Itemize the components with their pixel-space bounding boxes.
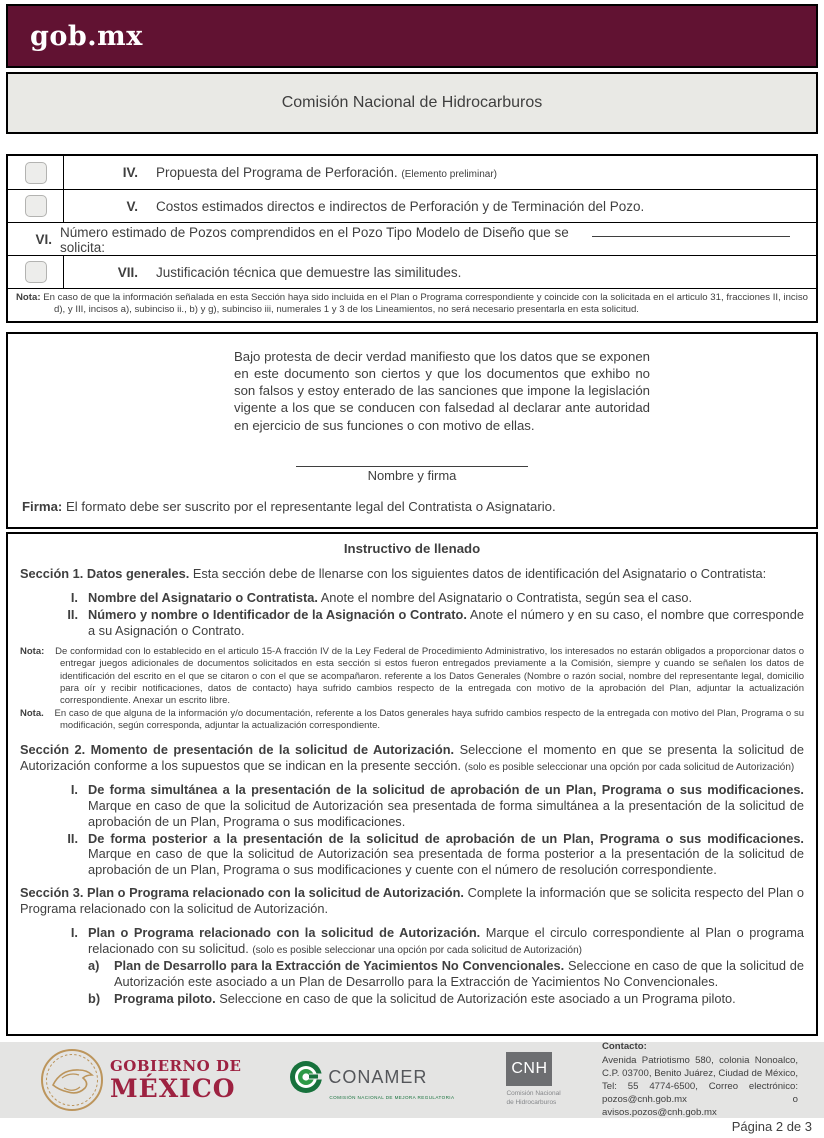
footnote	[20, 646, 804, 708]
table-row-v	[8, 189, 816, 222]
conamer-tagline: COMISIÓN NACIONAL DE MEJORA REGULATORIA	[329, 1095, 455, 1100]
cnh-logo	[506, 1052, 560, 1108]
row-numeral: VII.	[117, 264, 138, 280]
item-lead: De forma posterior a la presentación de la solicitud de aprobación de un Plan, Programa o sus modificaciones.	[88, 830, 804, 846]
list-item	[54, 782, 804, 830]
table-row-vii	[8, 255, 816, 288]
note-label: Nota.	[20, 707, 44, 719]
cnh-subtitle	[506, 1090, 560, 1108]
section1-lead: Sección 1. Datos generales.	[20, 566, 190, 582]
section2-small: (solo es posible seleccionar una opción por cada solicitud de Autorización)	[464, 761, 795, 773]
agency-title-box	[6, 72, 818, 134]
signature-caption: Nombre y firma	[367, 467, 457, 483]
sub-item-b	[88, 991, 804, 1007]
note-label: Nota:	[20, 645, 45, 657]
section1-notes	[20, 646, 804, 733]
table-row-iv	[8, 156, 816, 189]
firma-text: El formato debe ser suscrito por el representante legal del Contratista o Asignatario.	[65, 498, 556, 514]
subitem-lead: Plan de Desarrollo para la Extracción de Yacimientos No Convencionales.	[114, 958, 565, 974]
note-text: De conformidad con lo establecido en el articulo 15-A fracción IV de la Ley Federal de Procedimiento Administrativo, los interesados no estarán obligados a proporcionar datos o entregar juegos adicionales de documentos solicitados en esta sección si estos fueron entregados previamente a la Comisión, siempre y cuando se señalen los datos de identificación del escrito en el que se citaron o con el que se acompañaron. referente a los Datos Generales (Nombre o razón social, nombre del representante legal, domicilio para oír y recibir notificaciones, datos de contacto) haya sufrido cambios respecto de la entregada con motivo de la aprobación del Plan, adjuntar la actualización correspondiente. Anexar un escrito libre.	[55, 645, 804, 707]
subitem-marker: b)	[88, 990, 101, 1006]
section1-text: Esta sección debe de llenarse con los siguientes datos de identificación del Asignatario o Contratista:	[192, 566, 767, 582]
agency-title: Comisión Nacional de Hidrocarburos	[281, 94, 543, 111]
row-numeral: V.	[126, 198, 138, 214]
list-item	[54, 925, 804, 1007]
cnh-subtitle-line1: Comisión Nacional	[506, 1090, 561, 1098]
gobierno-line2: MÉXICO	[110, 1074, 236, 1103]
note-text: En caso de que la información señalada en esta Sección haya sido incluida en el Plan o Programa correspondiente y coincide con la solicitada en el articulo 31, fracciones II, inciso d), y III, incisos a), subinciso ii., b) y g), subinciso iii, numerales 1 y 3 de los Lineamientos, no será necesario presentarla en esta solicitud.	[43, 292, 808, 316]
item-numeral: I.	[70, 590, 78, 606]
row-text	[60, 223, 816, 255]
item-text: Marque el circulo correspondiente al Plan o programa relacionado con su solicitud.	[88, 924, 804, 956]
cnh-acronym-box: CNH	[506, 1052, 552, 1086]
firma-label: Firma:	[22, 498, 63, 514]
contact-text: Avenida Patriotismo 580, colonia Nonoalco, C.P. 03700, Benito Juárez, Ciudad de México, Tel: 55 4774-6500, Correo electrónico: pozos@cnh.gob.mx o avisos.pozos@cnh.gob.mx	[602, 1054, 798, 1119]
gobmx-logo: gob.mx	[30, 20, 143, 52]
item-small: (solo es posible seleccionar una opción por cada solicitud de Autorización)	[252, 944, 582, 956]
item-numeral: II.	[67, 607, 78, 623]
blank-answer-field[interactable]	[592, 223, 790, 237]
item-text: Marque en caso de que la solicitud de Autorización sea presentada de forma posterior a la presentación de la solicitud de aprobación de un Plan, Programa o sus modificaciones y cuente con el número de resolución correspondiente.	[88, 846, 804, 878]
row-text: Justificación técnica que demuestre las similitudes.	[156, 264, 462, 280]
gobierno-line1: GOBIERNO DE	[110, 1057, 242, 1075]
firma-note	[22, 499, 802, 514]
section2-lead: Sección 2. Momento de presentación de la solicitud de Autorización.	[20, 741, 455, 757]
conamer-name: CONAMER	[328, 1066, 428, 1087]
item-text: Marque en caso de que la solicitud de Autorización sea presentada de forma simultánea a la presentación de la solicitud de aprobación de un Plan, Programa o sus modificaciones.	[88, 797, 804, 829]
item-lead: Número y nombre o Identificador de la Asignación o Contrato.	[88, 607, 467, 623]
subitem-text: Seleccione en caso de que la solicitud de Autorización este asociado a un Plan de Desarrollo para la Extracción de Yacimientos No Convencionales.	[114, 958, 804, 990]
note-label: Nota:	[16, 292, 41, 303]
subitem-marker: a)	[88, 958, 100, 974]
instructions-title: Instructivo de llenado	[343, 540, 481, 556]
signature-area	[22, 466, 802, 483]
checkbox-iv[interactable]	[25, 162, 47, 184]
item-numeral: I.	[70, 924, 78, 940]
section3-intro	[20, 885, 804, 917]
row-text-main: Número estimado de Pozos comprendidos en el Pozo Tipo Modelo de Diseño que se solicita:	[60, 225, 569, 255]
section3-list	[20, 925, 804, 1007]
page-number: Página 2 de 3	[731, 1119, 812, 1134]
table-footnote	[8, 288, 816, 321]
conamer-icon	[289, 1060, 323, 1094]
row-text-small: (Elemento preliminar)	[401, 169, 497, 180]
contact-block	[602, 1040, 798, 1119]
list-item	[54, 590, 804, 606]
cnh-subtitle-line2: de Hidrocarburos	[506, 1099, 557, 1106]
checkbox-cell	[8, 256, 64, 288]
note-text: En caso de que alguna de la información y/o documentación, referente a los Datos generales haya sufrido cambios respecto de la entregada con motivo del Plan, Programa o su modificación, según corresponda, adjuntar la actualización correspondiente.	[54, 707, 804, 732]
footer-band	[0, 1042, 824, 1118]
table-row-vi	[8, 222, 816, 255]
list-item	[54, 831, 804, 879]
requirements-table	[6, 154, 818, 323]
checkbox-vii[interactable]	[25, 261, 47, 283]
contact-label: Contacto:	[602, 1041, 647, 1053]
sub-item-a	[88, 958, 804, 990]
footnote	[20, 708, 804, 733]
section1-intro	[20, 566, 804, 582]
section2-list	[20, 782, 804, 878]
section3-text: Complete la información que se solicita respecto del Plan o Programa relacionado con la solicitud de Autorización.	[20, 885, 804, 917]
section3-lead: Sección 3. Plan o Programa relacionado con la solicitud de Autorización.	[20, 885, 464, 901]
item-text: Anote el nombre del Asignatario o Contratista, según sea el caso.	[320, 590, 693, 606]
section2-text: Seleccione el momento en que se presenta la solicitud de Autorización conforme a los supuestos que se indican en la presente sección.	[20, 741, 804, 773]
checkbox-cell	[8, 190, 64, 222]
row-text	[156, 165, 816, 180]
section1-list	[20, 590, 804, 639]
declaration-box	[6, 332, 818, 529]
item-lead: Nombre del Asignatario o Contratista.	[88, 590, 318, 606]
item-numeral: II.	[67, 830, 78, 846]
mexico-eagle-seal-icon	[40, 1048, 104, 1112]
row-text: Costos estimados directos e indirectos de Perforación y de Terminación del Pozo.	[156, 198, 645, 214]
subitem-lead: Programa piloto.	[114, 990, 216, 1006]
gobierno-de-mexico-logo	[110, 1059, 241, 1101]
gobmx-header-bar	[6, 4, 818, 68]
list-item	[54, 607, 804, 639]
item-lead: De forma simultánea a la presentación de la solicitud de aprobación de un Plan, Programa o sus modificaciones.	[88, 782, 804, 798]
row-numeral: VI.	[35, 231, 52, 247]
conamer-logo	[289, 1060, 454, 1100]
subitem-text: Seleccione en caso de que la solicitud de Autorización este asociado a un Programa piloto.	[219, 990, 736, 1006]
row-text-main: Propuesta del Programa de Perforación.	[156, 165, 398, 180]
row-numeral: IV.	[122, 165, 138, 180]
item-numeral: I.	[70, 782, 78, 798]
item-lead: Plan o Programa relacionado con la solicitud de Autorización.	[88, 924, 481, 940]
section2-intro	[20, 742, 804, 774]
checkbox-cell	[8, 156, 64, 189]
item-text: Anote el número y en su caso, el nombre que corresponde a su Asignación o Contrato.	[88, 607, 804, 638]
instructions-box	[6, 532, 818, 1036]
declaration-paragraph: Bajo protesta de decir verdad manifiesto que los datos que se exponen en este documento son ciertos y que los documentos que exhibo no son falsos y estoy enterado de las sanciones que impone la legislación vigente a los que se conducen con falsedad al declarar ante autoridad en ejercicio de sus funciones o con motivo de ellas.	[234, 348, 650, 433]
checkbox-v[interactable]	[25, 195, 47, 217]
signature-line[interactable]	[296, 466, 528, 467]
